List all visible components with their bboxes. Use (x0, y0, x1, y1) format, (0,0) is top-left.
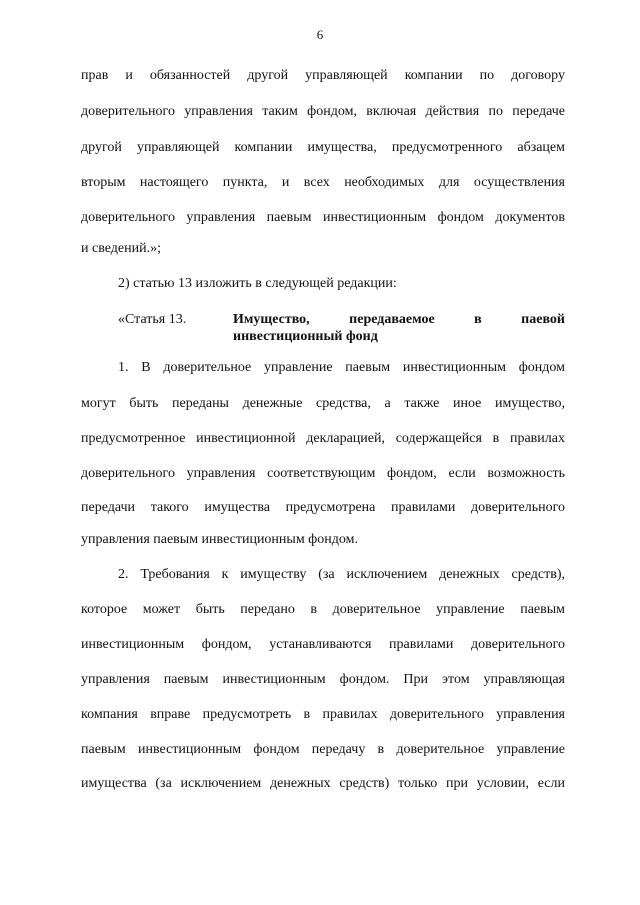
page-number: 6 (316, 27, 324, 42)
text-line: могут быть переданы денежные средства, а также иное имущество, (81, 396, 565, 411)
text-line: компания вправе предусмотреть в правилах доверительного управления (81, 707, 565, 722)
text-line: доверительного управления паевым инвестиционным фондом документов (81, 210, 565, 225)
text-line: паевым инвестиционным фондом передачу в доверительное управление (81, 742, 565, 757)
text-line: доверительного управления соответствующим фондом, если возможность (81, 466, 565, 481)
article-title-line: инвестиционный фонд (233, 329, 378, 344)
text-line: прав и обязанностей другой управляющей компании по договору (81, 68, 565, 83)
text-line: предусмотренное инвестиционной декларацией, содержащейся в правилах (81, 431, 565, 446)
article-title (233, 311, 565, 345)
text-line: имущества (за исключением денежных средств) только при условии, если (81, 776, 565, 791)
text-line: другой управляющей компании имущества, предусмотренного абзацем (81, 140, 565, 155)
article-label: «Статья 13. (118, 312, 187, 327)
text-line: управления паевым инвестиционным фондом. (81, 532, 358, 547)
text-line: 1. В доверительное управление паевым инвестиционным фондом (118, 360, 565, 375)
text-line: 2. Требования к имуществу (за исключением денежных средств), (118, 567, 565, 582)
text-line: управления паевым инвестиционным фондом. При этом управляющая (81, 672, 565, 687)
text-line: которое может быть передано в доверительное управление паевым (81, 602, 565, 617)
list-item-2: 2) статью 13 изложить в следующей редакции: (118, 276, 397, 291)
text-line: инвестиционным фондом, устанавливаются правилами доверительного (81, 637, 565, 652)
text-line: вторым настоящего пункта, и всех необходимых для осуществления (81, 175, 565, 190)
article-title-line: Имущество, передаваемое в паевой (233, 312, 565, 327)
text-line: передачи такого имущества предусмотрена правилами доверительного (81, 500, 565, 515)
text-line: и сведений.»; (81, 241, 161, 256)
text-line: доверительного управления таким фондом, включая действия по передаче (81, 104, 565, 119)
